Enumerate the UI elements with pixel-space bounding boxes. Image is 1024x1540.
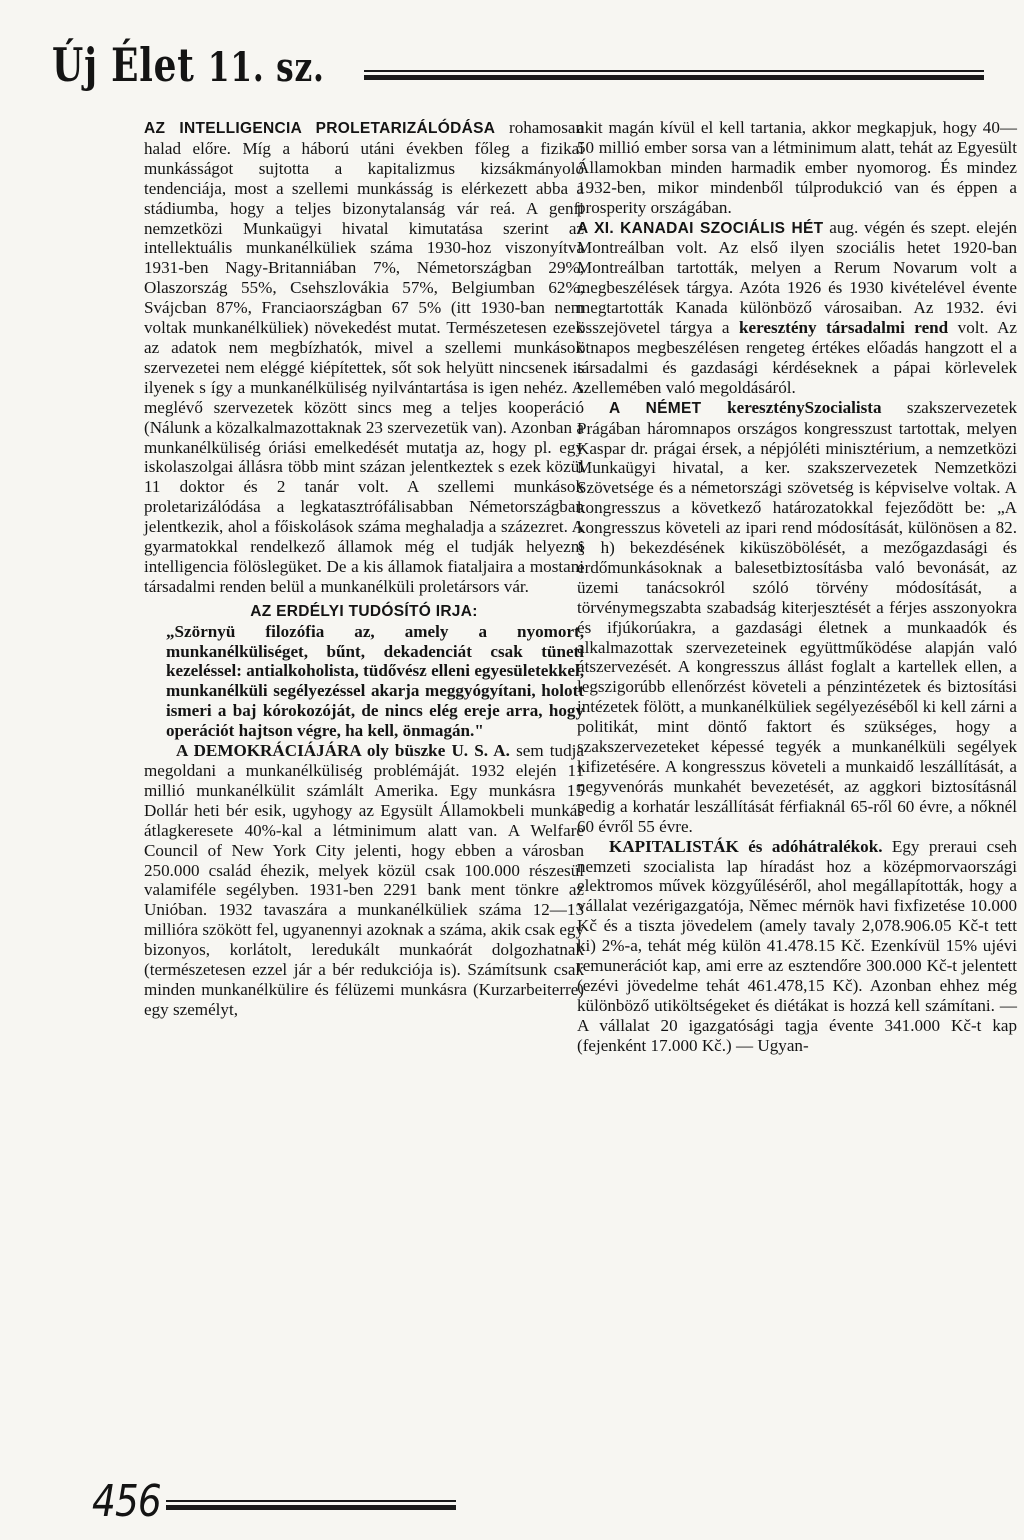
masthead — [52, 38, 325, 92]
article-body: rohamosan halad előre. Míg a háború utáni években főleg a fizikai munkásságot sujtotta a kapitalizmus kizsákmányoló tendenciája, most a szellemi munkásság is elérkezett abba a stádiumba, hogy a teljes bizonytalanság vár reá. A genfi nemzetközi Munkaügyi hivatal kimutatása szerint az intellektuális munkanélküliek száma 1930-hoz viszonyítva 1931-ben Nagy-Britanniában 7%, Németországban 29%, Olaszország 55%, Csehszlovákia 57%, Belgiumban 62%, Svájcban 87%, Franciaországban 67 5% (itt 1930-ban nem voltak munkanélküliek) növekedést mutat. Természetesen ezek az adatok nem megbízhatók, mivel a szellemi munkások szervezetei nem eléggé kiépítettek, sőt sok helyütt nincsenek is ilyenek s így a munkanélküliség nyilvántartása is igen nehéz. A meglévő szervezetek között sincs meg a teljes kooperáció (Nálunk a közalkalmazottaknak 23 szervezetük van). Azonban a munkanélküliség óriási emelkedését mutatja az, hogy pl. egy iskolaszolgai állásra több mint százan jelentkeztek s ezek közül 11 doktor és 2 tanár volt. A szellemi munkások proletarizálódása a legkatasztrófálisabban Németországban jelentkezik, ahol a főiskolások száma meghaladja a százezret. A gyarmatokkal rendelkező államok még el tudják helyezni intelligencia fölöslegüket. De a kis államok fiataljaira a mostani társadalmi renden belül a munkanélküli proletársors vár. — [144, 118, 584, 596]
article-heading: A DEMOKRÁCIÁJÁRA oly büszke U. S. A. — [176, 741, 510, 761]
masthead-title: Új Élet — [52, 38, 195, 92]
article-heading: A XI. KANADAI SZOCIÁLIS HÉT — [577, 219, 824, 237]
article-emphasis: keresztény társadalmi rend — [738, 318, 949, 338]
footer-rule — [166, 1500, 456, 1502]
article-heading: AZ ERDÉLYI TUDÓSÍTÓ IRJA: — [250, 602, 478, 620]
article-body: sem tudja megoldani a munkanélküliség problémáját. 1932 elején 11 millió munkanélkülit számlált Amerika. Egy munkásra 15 Dollár heti bér esik, ugyhogy az Egysült Államokbeli munkás átlagkeresete 40%-kal a létminimum alatt van. A Welfare Council of New York City jelenti, hogy ebben a városban 250.000 család éhezik, melyek közül csak 100.000 részesül valamiféle segélyben. 1931-ben 2291 bank ment tönkre az Unióban. 1932 tavaszára a munkanélküliek száma 12—13 millióra szökött fel, ugyanennyi azoknak a száma, akik csak egy bizonyos, korlátolt, leredukált munkaórát dolgozhatnak (természetesen ezzel jár a bér redukciója is). Számítsunk csak minden munkanélkülire és félüzemi munkásra (Kurzarbeiterre) egy személyt, — [144, 741, 585, 1019]
article-body: szakszervezetek Prágában háromnapos országos kongresszust tartottak, melyen Kaspar dr. prágai érsek, a népjóléti minisztérium, a nemzetközi Munkaügyi hivatal, a ker. szakszervezetek Nemzetközi Szövetsége és a németországi szövetség is képviselve voltak. A kongresszus a következő határozatokkal fejeződött be: „A kongresszus követeli az ipari rend módosítását, különösen a 82. § h) bekezdésének kiküszöbölését, a mezőgazdasági és erdőmunkásoknak a balesetbiztosításba való bevonását, az üzemi tanácsokról szóló törvény módosítását, a törvénymegszabta szabadság kiterjesztését a férjes asszonyokra és ifjúkorúakra, a gazdasági életnek a munkaadók és alkalmazottak szervezeteinek együttműködése alapján való átszervezését. A kongresszus állást foglalt a kartellek ellen, a legszigorúbb ellenőrzést követeli a pénzintézetek és biztosítási intézetek fölött, a munkanélküliek segélyezéséből ki kell zárni a politikát, mint döntő faktort és szükséges, hogy a szakszervezeteket képessé tegyék a munkanélküli segélyek kifizetésére. A kongresszus követeli a munkaidő leszállítását, a negyvenórás munkahét bevezetését, az aggkori biztosításnál pedig a korhatár leszállítását férfiaknál 65-ről 60 évre, a nőknél 60 évről 55 évre. — [577, 397, 1018, 836]
left-column — [144, 118, 584, 1020]
article-kapitalistak — [577, 837, 1017, 1056]
quote-block: „Szörnyü filozófia az, amely a nyomort, munkanélküliséget, bűnt, dekadenciát csak tüneti kezeléssel: antialkoholista, tüdővész elleni egyesületekkel, munkanélküli segélyezéssel akarja meggyógyítani, holott ismeri a baj kórokozóját, de nincs elég ereje arra, hogy operációt hajtson végre, ha kell, önmagán." — [166, 621, 584, 741]
article-body: volt. Az ötnapos megbeszélésen rengeteg értékes előadás hangzott el a társadalmi és gazdasági kérdéseknek a pápai körlevelek szellemében való megoldásáról. — [577, 318, 1018, 397]
article-nemet — [577, 398, 1017, 837]
article-heading: A NÉMET — [609, 399, 728, 417]
article-kanada — [577, 218, 1017, 398]
page-number: 456 — [92, 1476, 161, 1527]
page-footer — [92, 1476, 464, 1526]
article-heading: KAPITALISTÁK és adóhátralékok. — [609, 836, 883, 856]
issue-number: 11. sz. — [207, 44, 325, 91]
article-heading-b: kereszténySzocialista — [727, 397, 882, 417]
footer-rule-thick — [166, 1505, 456, 1510]
header-rule — [364, 70, 984, 72]
article-erdelyi — [144, 601, 584, 622]
article-usa — [144, 741, 584, 1020]
page-header — [52, 30, 984, 100]
article-intelligencia — [144, 118, 584, 597]
right-column — [577, 118, 1017, 1056]
article-heading: AZ INTELLIGENCIA PROLETARIZÁLÓDÁSA — [144, 120, 496, 137]
article-continuation: akit magán kívül el kell tartania, akkor megkapjuk, hogy 40—50 millió ember sorsa van a létminimum alatt, tehát az Egyesült Államokban minden harmadik ember nyomorog. És mindez 1932-ben, mikor mindenből túlprodukció van és éppen a prosperity országában. — [577, 118, 1017, 217]
article-body: aug. végén és szept. elején Montreálban volt. Az első ilyen szociális hetet 1920-ban Montreálban tartották, melyen a Rerum Novarum volt a megbeszélések tárgya. Azóta 1926 és 1930 kivételével évente megtartották Kanada különböző városaiban. Az 1932. évi összejövetel tárgya a — [577, 217, 1017, 338]
header-rule-thick — [364, 75, 984, 80]
article-body: Egy preraui cseh nemzeti szocialista lap híradást hoz a középmorvaországi elektromos művek közgyűléséről, ahol megállapították, hogy a vállalat vezérigazgatója, Němec mérnök havi fixfizetése 10.000 Kč és a tiszta jövedelem (amely tavaly 2,078.906.05 Kč-t tett ki) 2%-a, tehát még külön 41.478.15 Kč. Ezenkívül 15% ujévi remunerációt kap, ami erre az esztendőre 300.000 Kč-t jelentett (ezévi jövedelme tehát 461.478,15 Kč). Azonban ehhez még különböző utiköltségeket és diétákat is hozzá kell számítani. — A vállalat 20 igazgatósági tagja évente 341.000 Kč-t kap (fejenként 17.000 Kč.) — Ugyan- — [577, 836, 1017, 1055]
